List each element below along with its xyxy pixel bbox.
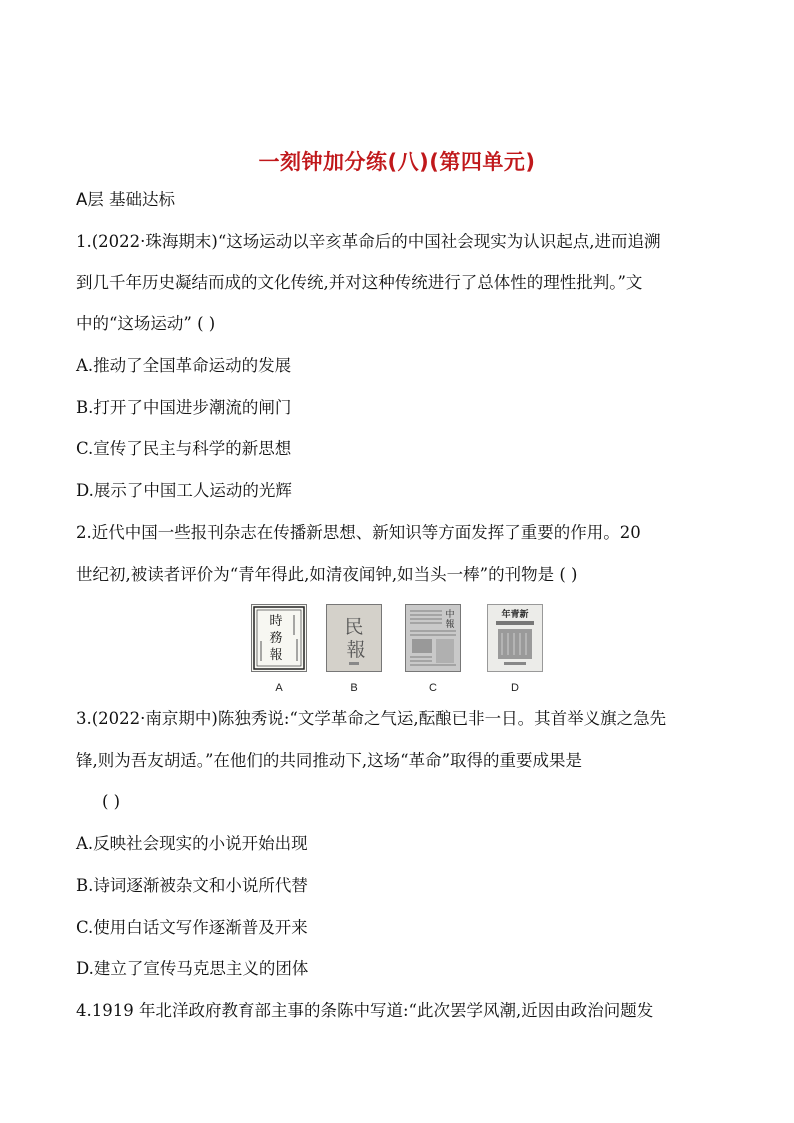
q3-stem-line-3: ( ) xyxy=(102,792,121,811)
q3-option-c: C.使用白话文写作逐渐普及开来 xyxy=(76,918,308,937)
q2-stem-line-1: 2.近代中国一些报刊杂志在传播新思想、新知识等方面发挥了重要的作用。20 xyxy=(76,523,641,542)
q1-option-d: D.展示了中国工人运动的光辉 xyxy=(76,481,292,500)
q2-image-row xyxy=(0,604,794,694)
q3-option-d: D.建立了宣传马克思主义的团体 xyxy=(76,959,309,978)
q2-image-a-label: A xyxy=(275,682,283,694)
q3-option-b: B.诗词逐渐被杂文和小说所代替 xyxy=(76,876,308,895)
q3-option-a: A.反映社会现实的小说开始出现 xyxy=(76,834,308,853)
svg-text:報: 報 xyxy=(445,620,455,630)
q2-image-a xyxy=(251,604,307,672)
q2-image-b-label: B xyxy=(350,682,358,694)
q2-image-b xyxy=(326,604,382,672)
svg-text:報: 報 xyxy=(269,648,283,663)
section-heading: A层 基础达标 xyxy=(76,190,176,209)
svg-text:年青新: 年青新 xyxy=(501,610,529,620)
svg-text:民: 民 xyxy=(344,616,364,638)
svg-text:報: 報 xyxy=(346,639,366,661)
q2-image-d-label: D xyxy=(511,682,519,694)
svg-text:務: 務 xyxy=(269,631,283,646)
q1-stem-line-2: 到几千年历史凝结而成的文化传统,并对这种传统进行了总体性的理性批判。”文 xyxy=(76,273,643,292)
q4-stem-line-1: 4.1919 年北洋政府教育部主事的条陈中写道:“此次罢学风潮,近因由政治问题发 xyxy=(76,1001,654,1020)
newspaper-cover-icon xyxy=(327,605,381,671)
q1-option-b: B.打开了中国进步潮流的闸门 xyxy=(76,398,292,417)
q1-option-c: C.宣传了民主与科学的新思想 xyxy=(76,439,292,458)
q2-image-c xyxy=(405,604,461,672)
newspaper-cover-icon xyxy=(406,605,460,671)
q3-stem-line-2: 锋,则为吾友胡适。”在他们的共同推动下,这场“革命”取得的重要成果是 xyxy=(76,751,583,770)
q1-option-a: A.推动了全国革命运动的发展 xyxy=(76,356,292,375)
q2-image-d xyxy=(487,604,543,672)
q1-stem-line-3: 中的“这场运动” ( ) xyxy=(76,314,216,333)
q1-stem-line-1: 1.(2022·珠海期末)“这场运动以辛亥革命后的中国社会现实为认识起点,进而追溯 xyxy=(76,232,661,251)
svg-text:時: 時 xyxy=(269,614,283,629)
magazine-cover-icon xyxy=(488,605,542,671)
q2-image-c-label: C xyxy=(429,682,437,694)
svg-text:中: 中 xyxy=(445,610,455,620)
newspaper-cover-icon xyxy=(252,605,306,671)
q2-stem-line-2: 世纪初,被读者评价为“青年得此,如清夜闻钟,如当头一棒”的刊物是 ( ) xyxy=(76,565,578,584)
page-title: 一刻钟加分练(八)(第四单元) xyxy=(258,150,536,174)
q3-stem-line-1: 3.(2022·南京期中)陈独秀说:“文学革命之气运,酝酿已非一日。其首举义旗之急先 xyxy=(76,709,667,728)
